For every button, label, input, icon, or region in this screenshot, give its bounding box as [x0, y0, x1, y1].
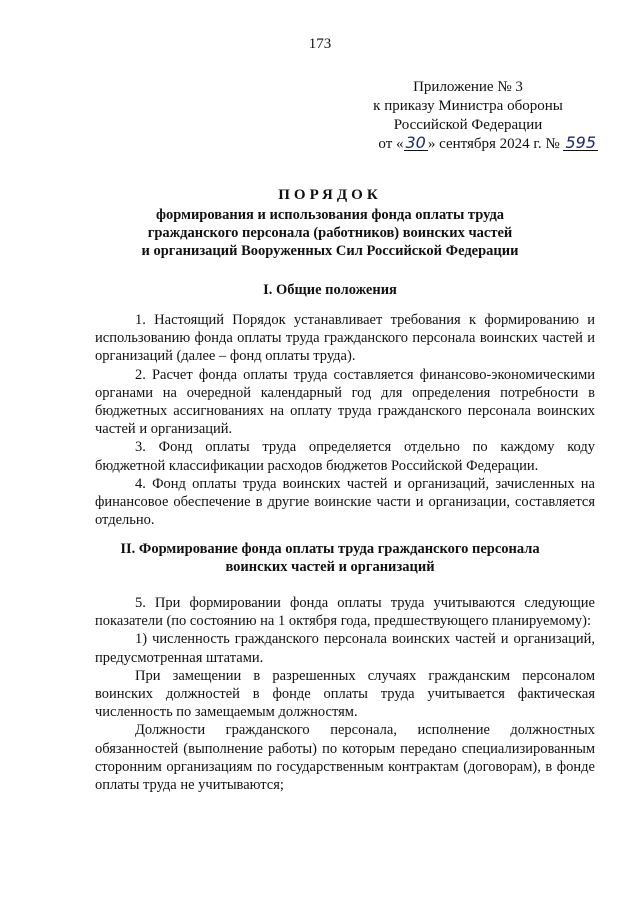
date-prefix: от «: [378, 136, 404, 152]
paragraph: 1) численность гражданского персонала воинских частей и организаций, предусмотренная штатами.: [95, 631, 595, 666]
section-2-heading-line-1: II. Формирование фонда оплаты труда гражданского персонала: [120, 541, 540, 557]
appendix-order-ref: к приказу Министра обороны: [373, 98, 563, 114]
section-1-body: [95, 311, 595, 529]
title-line-3: и организаций Вооруженных Сил Российской Федерации: [141, 243, 519, 259]
section-1-heading: I. Общие положения: [263, 282, 397, 298]
date-middle: » сентября 2024 г. №: [427, 136, 560, 152]
appendix-block: [338, 78, 598, 154]
section-2-body: [95, 594, 595, 794]
page-number: 173: [308, 36, 332, 52]
paragraph: При замещении в разрешенных случаях гражданским персоналом воинских должностей в фонде оплаты труда учитывается фактическая численность по замещаемым должностям.: [95, 667, 595, 721]
handwritten-order-number: 595: [565, 133, 596, 152]
paragraph: 4. Фонд оплаты труда воинских частей и организаций, зачисленных на финансовое обеспечение в другие воинские части и организации, составляется отдельно.: [95, 475, 595, 529]
appendix-title: Приложение № 3: [413, 79, 523, 95]
handwritten-day: 30: [405, 133, 426, 152]
paragraph: 5. При формировании фонда оплаты труда учитываются следующие показатели (по состоянию на 1 октября года, предшествующего планируемому):: [95, 595, 595, 630]
section-2-heading-line-2: воинских частей и организаций: [225, 559, 435, 575]
title-line-2: гражданского персонала (работников) воинских частей: [147, 225, 513, 241]
title-main: ПОРЯДОК: [278, 187, 382, 203]
appendix-date-line: [338, 135, 598, 154]
appendix-country: Российской Федерации: [393, 117, 543, 133]
section-2-heading: [60, 540, 600, 576]
paragraph: 3. Фонд оплаты труда определяется отдельно по каждому коду бюджетной классификации расходов бюджетов Российской Федерации.: [95, 439, 595, 474]
paragraph: 2. Расчет фонда оплаты труда составляется финансово-экономическими органами на очередной календарный год для определения потребности в бюджетных ассигнованиях на оплату труда гражданского персонала воинских частей и организаций.: [95, 366, 595, 438]
document-title: [60, 186, 600, 260]
paragraph: Должности гражданского персонала, исполнение должностных обязанностей (выполнение работы) по которым передано специализированным сторонним организациям по государственным контрактам (договорам), в фонде оплаты труда не учитываются;: [95, 722, 595, 794]
paragraph: 1. Настоящий Порядок устанавливает требования к формированию и использованию фонда оплаты труда гражданского персонала воинских частей и организаций (далее – фонд оплаты труда).: [95, 312, 595, 365]
title-line-1: формирования и использования фонда оплаты труда: [155, 207, 505, 223]
